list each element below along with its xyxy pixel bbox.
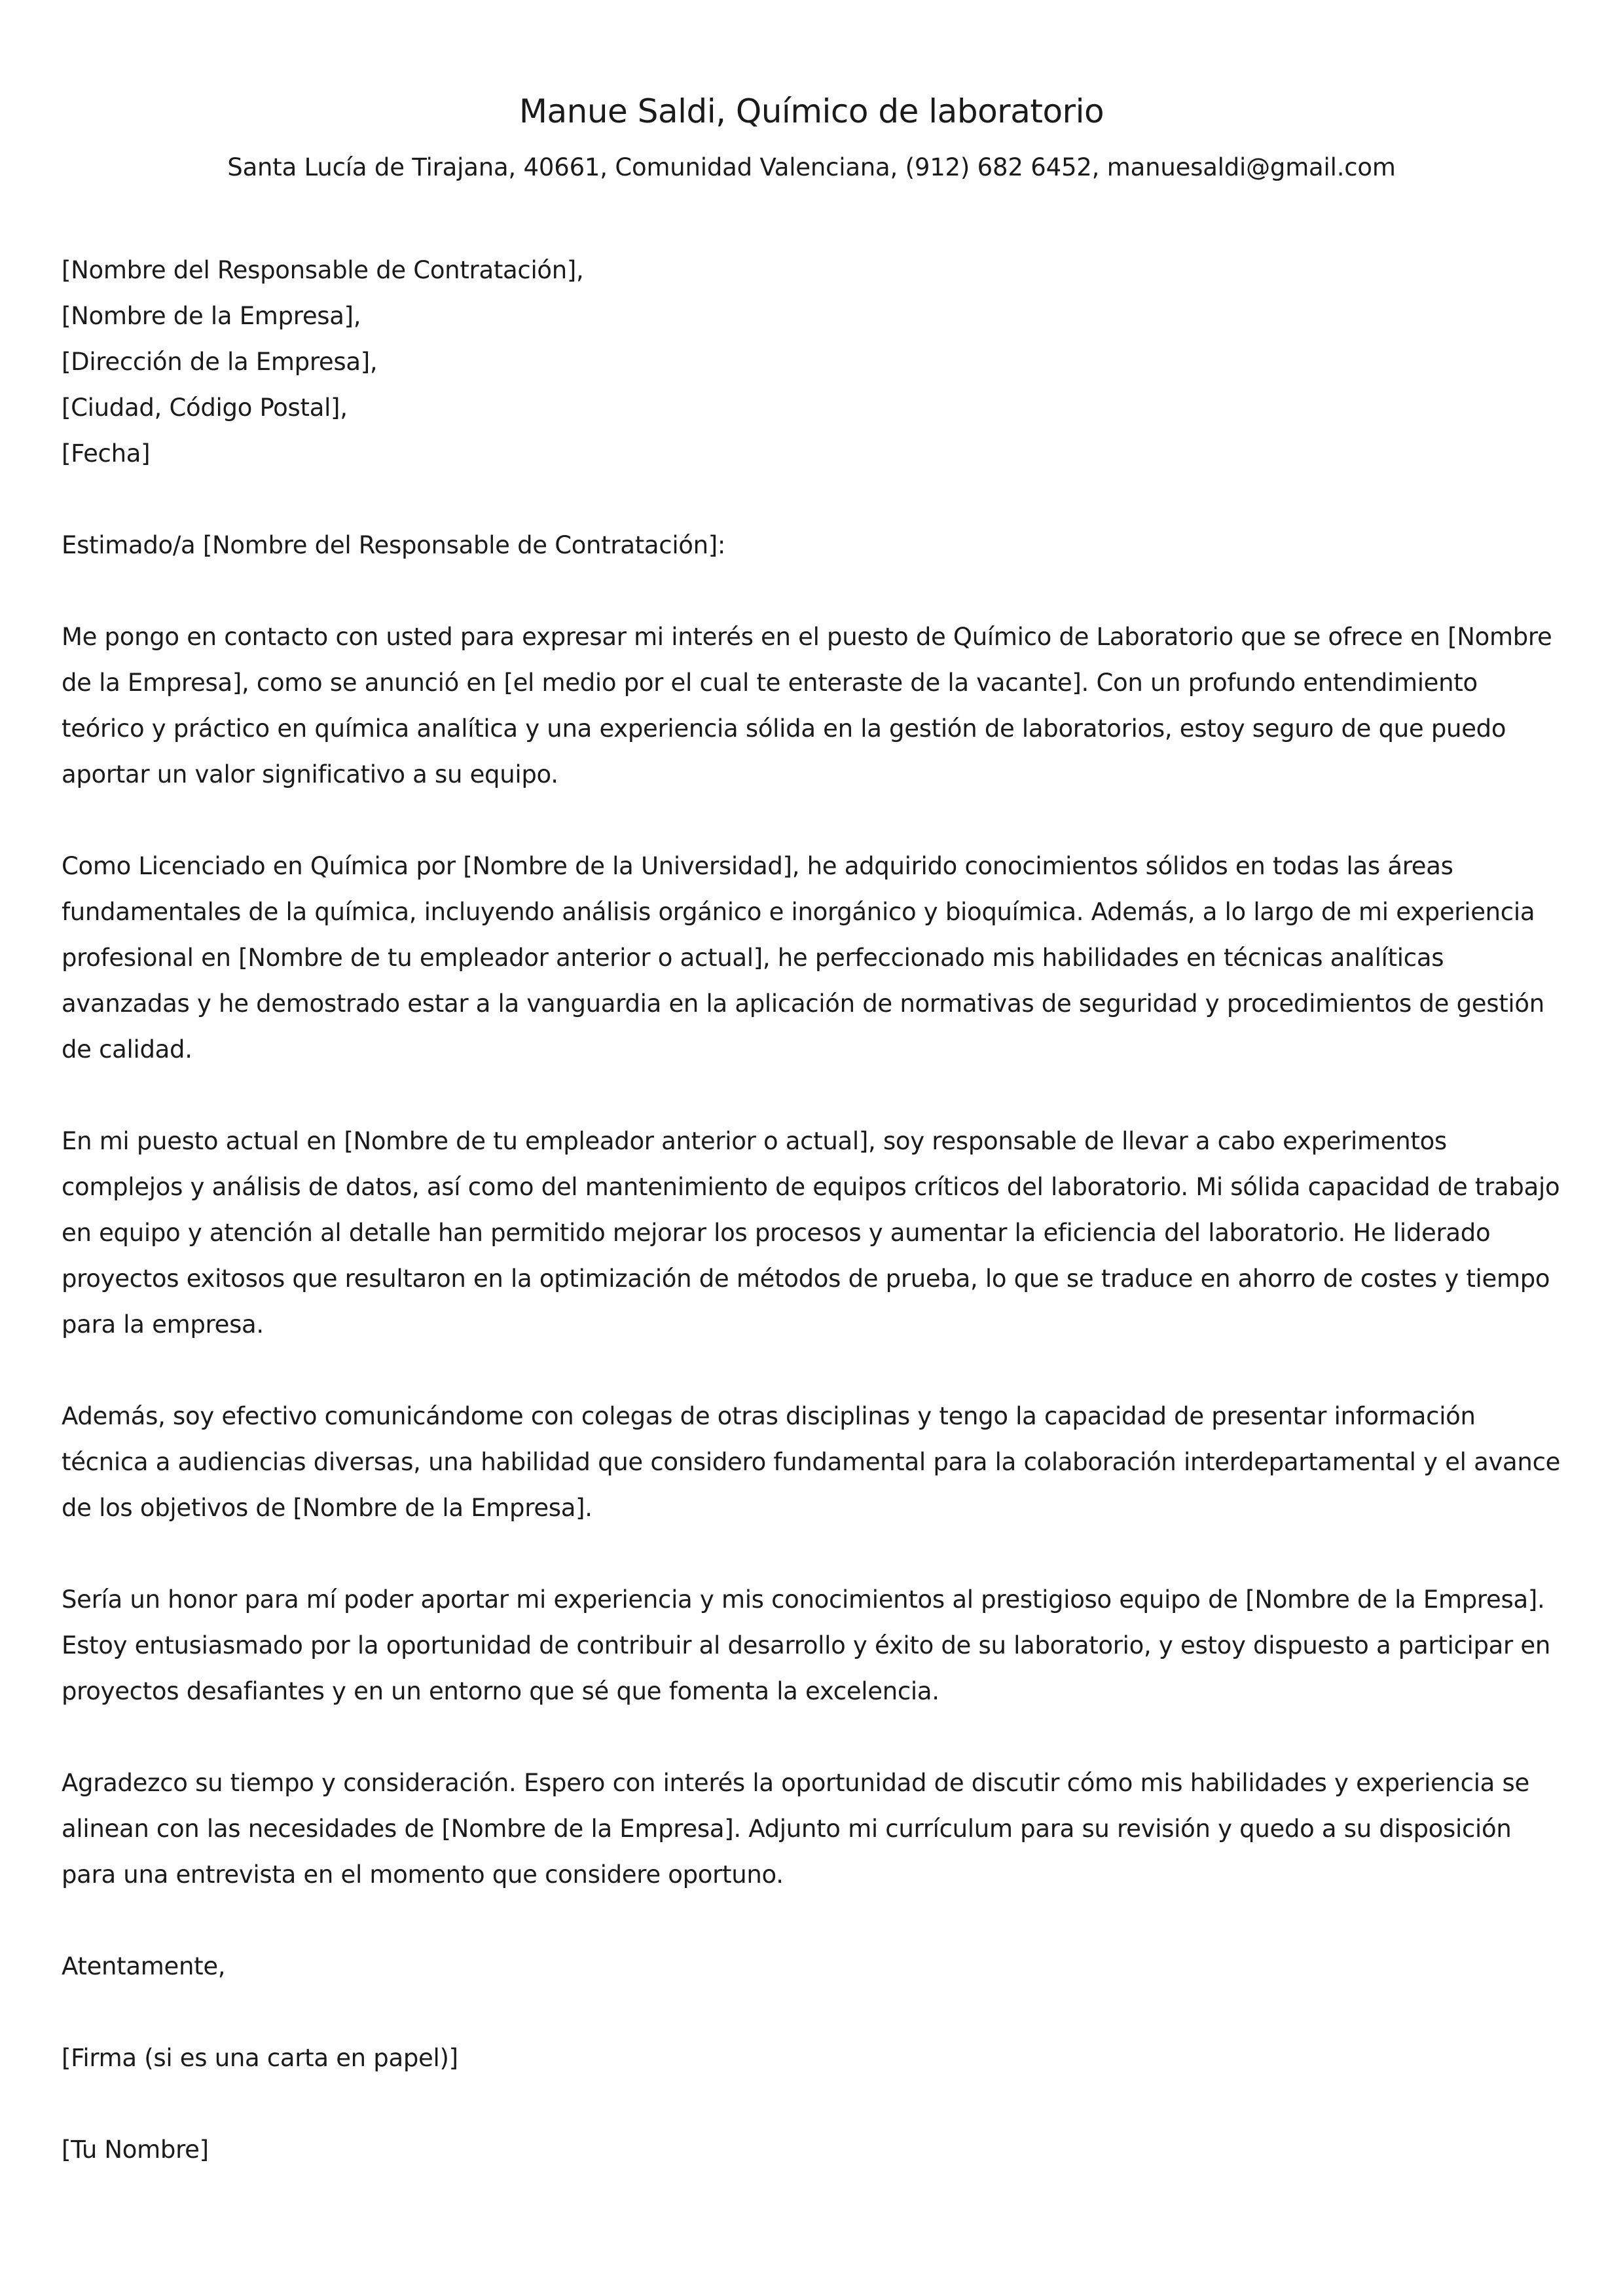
body-paragraph-6: Agradezco su tiempo y consideración. Espero con interés la oportunidad de discutir cómo mis habilidades y experiencia se alinean con las necesidades de [Nombre de la Empresa]. Adjunto mi currículum para su revisión y quedo a su disposición para una entrevista en el momento que considere oportuno. <box>62 1769 1529 1889</box>
letter-body <box>62 248 1561 2173</box>
body-paragraph-5: Sería un honor para mí poder aportar mi experiencia y mis conocimientos al prestigioso equipo de [Nombre de la Empresa]. Estoy entusiasmado por la oportunidad de contribuir al desarrollo y éxito de su laboratorio, y estoy dispuesto a participar en proyectos desafiantes y en un entorno que sé que fomenta la excelencia. <box>62 1585 1551 1706</box>
contact-line: Santa Lucía de Tirajana, 40661, Comunidad Valenciana, (912) 682 6452, manuesaldi@gmail.com <box>227 153 1396 181</box>
signer-name: [Tu Nombre] <box>62 2136 209 2164</box>
letter-date: [Fecha] <box>62 439 151 468</box>
page-title: Manue Saldi, Químico de laboratorio <box>519 92 1104 130</box>
recipient-block <box>62 248 1561 477</box>
body-paragraph-2: Como Licenciado en Química por [Nombre de la Universidad], he adquirido conocimientos sólidos en todas las áreas fundamentales de la química, incluyendo análisis orgánico e inorgánico y bioquímica. Además, a lo largo de mi experiencia profesional en [Nombre de tu empleador anterior o actual], he perfeccionado mis habilidades en técnicas analíticas avanzadas y he demostrado estar a la vanguardia en la aplicación de normativas de seguridad y procedimientos de gestión de calidad. <box>62 852 1544 1064</box>
recipient-address: [Dirección de la Empresa], <box>62 348 378 377</box>
signature-note: [Firma (si es una carta en papel)] <box>62 2044 458 2073</box>
recipient-manager: [Nombre del Responsable de Contratación], <box>62 256 584 285</box>
body-paragraph-3: En mi puesto actual en [Nombre de tu empleador anterior o actual], soy responsable de llevar a cabo experimentos complejos y análisis de datos, así como del mantenimiento de equipos críticos del laboratorio. Mi sólida capacidad de trabajo en equipo y atención al detalle han permitido mejorar los procesos y aumentar la eficiencia del laboratorio. He liderado proyectos exitosos que resultaron en la optimización de métodos de prueba, lo que se traduce en ahorro de costes y tiempo para la empresa. <box>62 1127 1560 1339</box>
body-paragraph-1: Me pongo en contacto con usted para expresar mi interés en el puesto de Químico de Laboratorio que se ofrece en [Nombre de la Empresa], como se anunció en [el medio por el cual te enteraste de la vacante]. Con un profundo entendimiento teórico y práctico en química analítica y una experiencia sólida en la gestión de laboratorios, estoy seguro de que puedo aportar un valor significativo a su equipo. <box>62 623 1552 789</box>
recipient-company: [Nombre de la Empresa], <box>62 302 361 331</box>
recipient-city: [Ciudad, Código Postal], <box>62 394 348 422</box>
closing: Atentamente, <box>62 1952 226 1981</box>
salutation: Estimado/a [Nombre del Responsable de Contratación]: <box>62 531 726 560</box>
body-paragraph-4: Además, soy efectivo comunicándome con colegas de otras disciplinas y tengo la capacidad de presentar información técnica a audiencias diversas, una habilidad que considero fundamental para la colaboración interdepartamental y el avance de los objetivos de [Nombre de la Empresa]. <box>62 1402 1561 1523</box>
